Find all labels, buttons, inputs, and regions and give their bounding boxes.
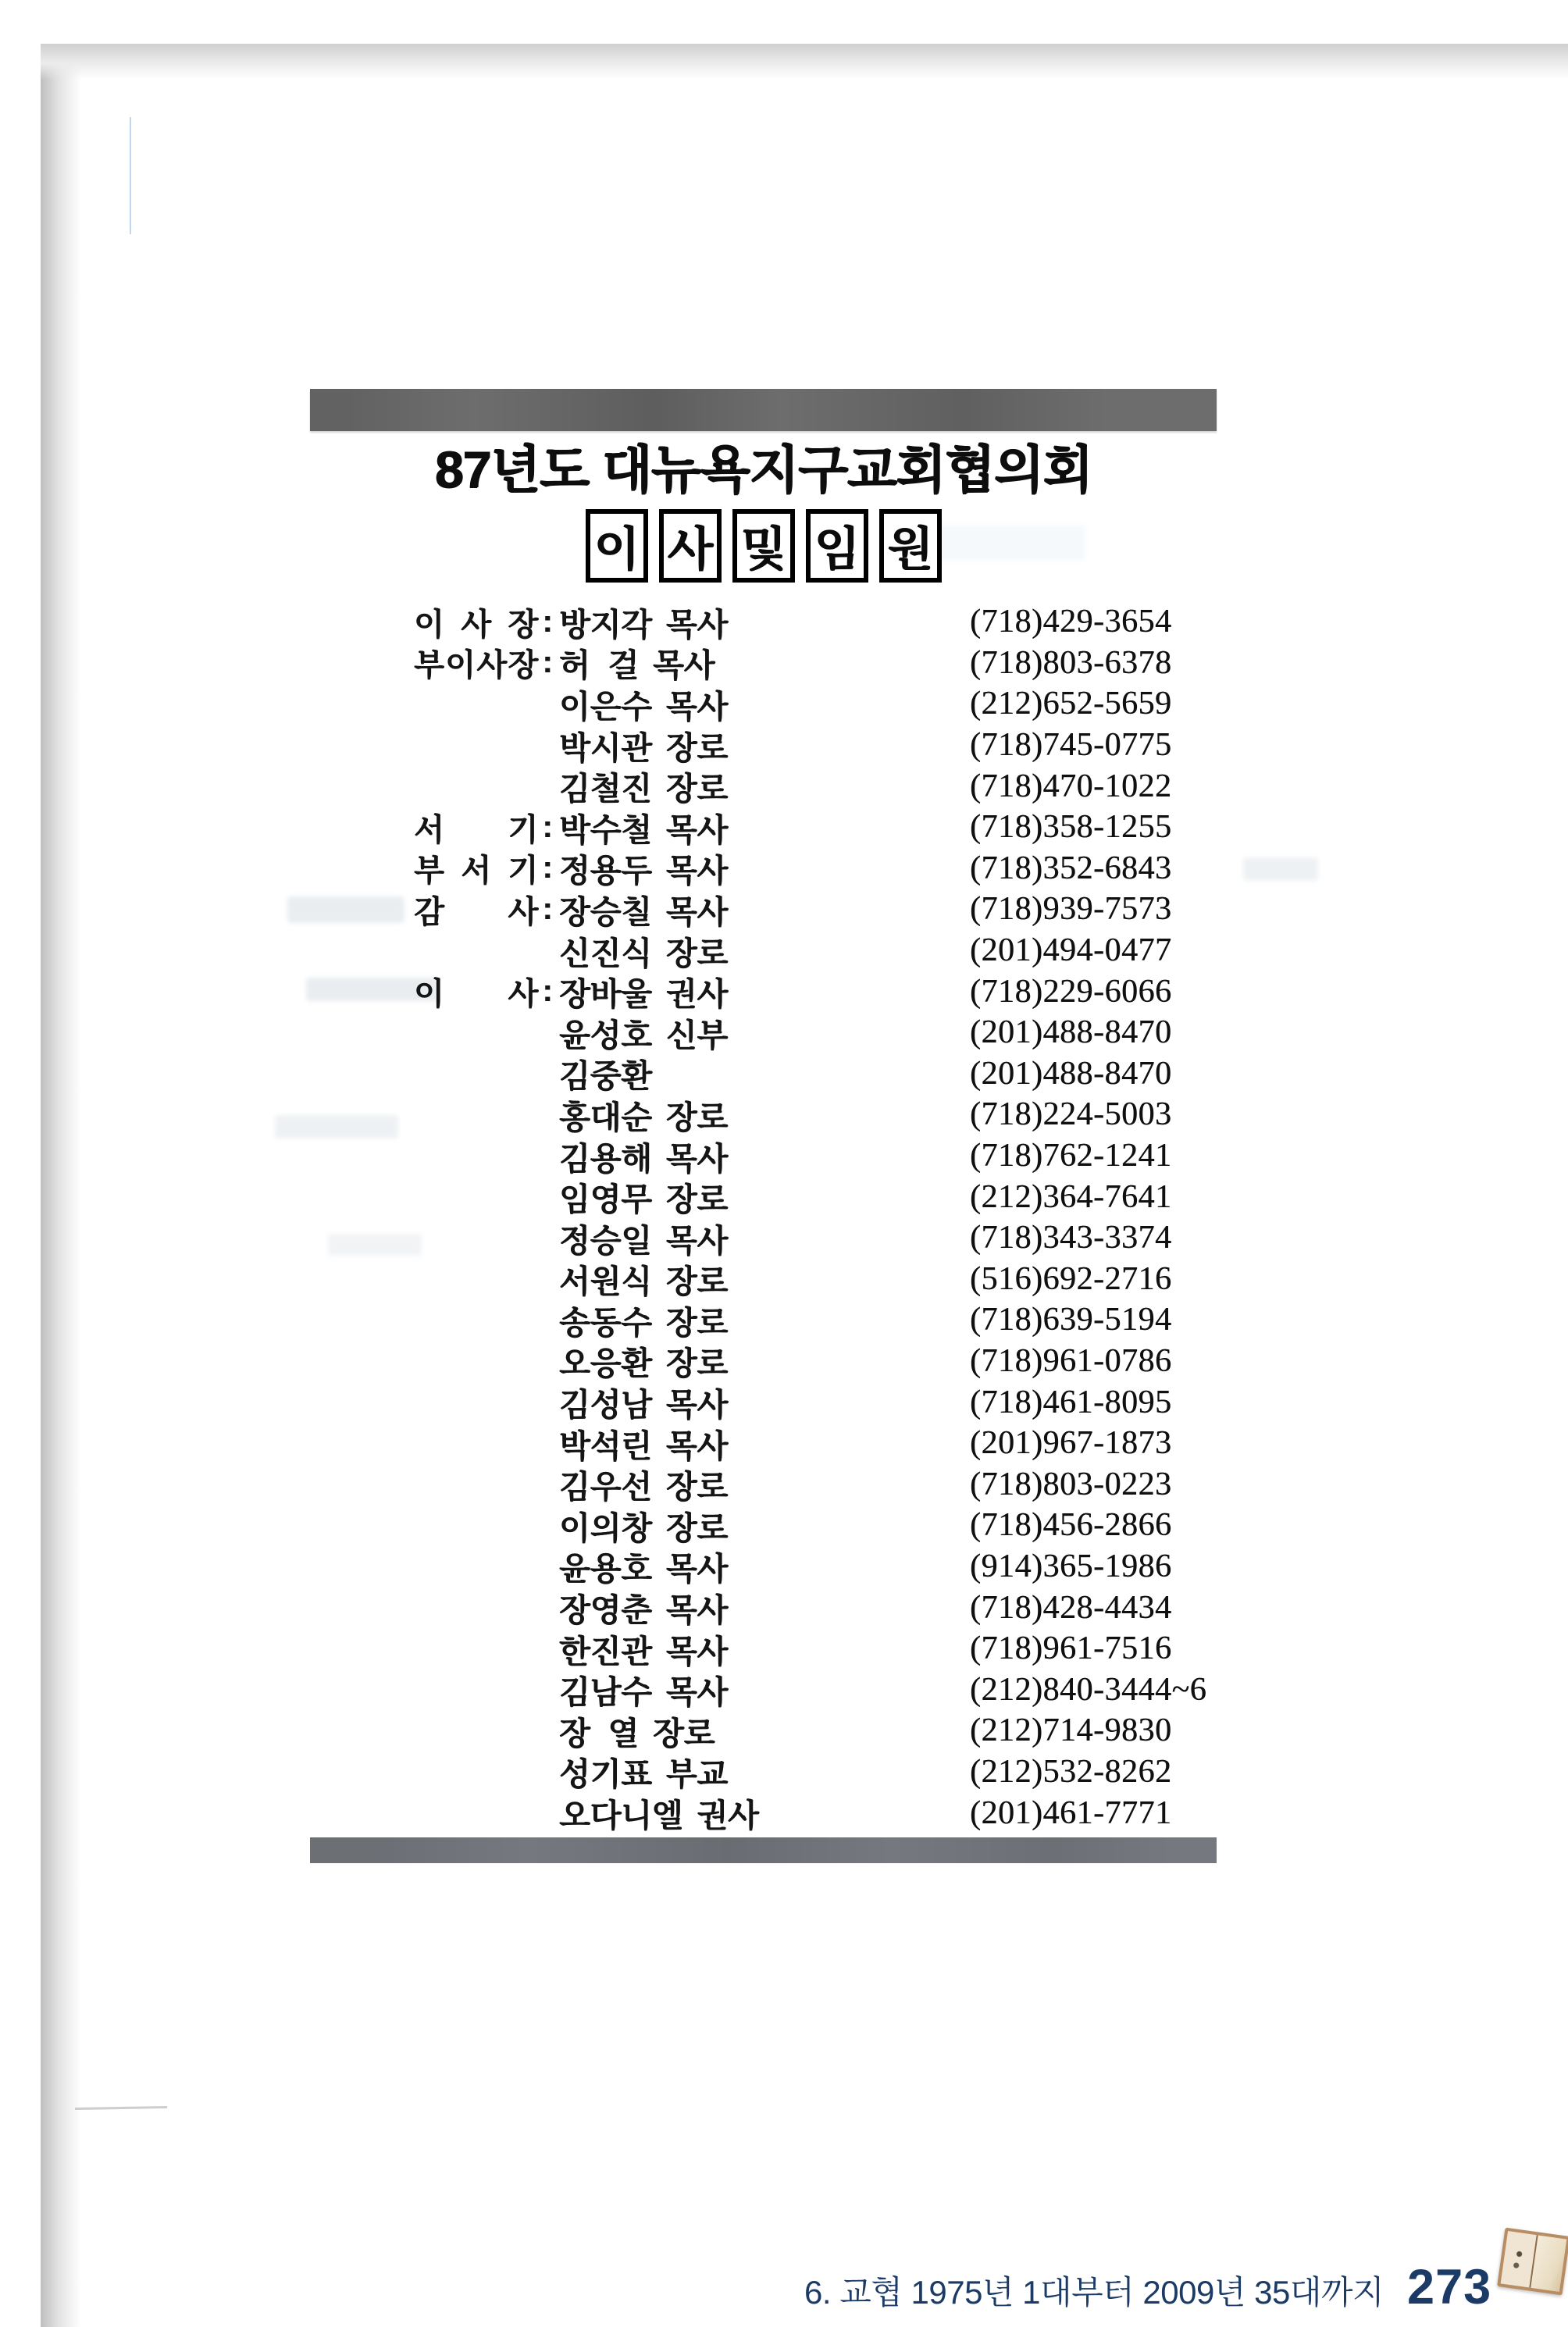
book-right-page (1531, 2235, 1566, 2291)
member-name: 오응환 (559, 1345, 652, 1382)
boxed-subtitle (310, 509, 1217, 583)
role-label: 부 서 기 (414, 853, 537, 889)
phone-number: (201)488-8470 (970, 1014, 1172, 1051)
directory-row (414, 1012, 1281, 1053)
member-name: 장바울 (559, 976, 652, 1013)
role-colon: : (542, 809, 553, 844)
member-name: 허 걸 (559, 647, 639, 684)
role-colon: : (542, 974, 553, 1009)
member-name: 방지각 (559, 606, 652, 643)
phone-number: (718)961-0786 (970, 1342, 1172, 1379)
phone-number: (201)967-1873 (970, 1425, 1172, 1462)
page-edge-shadow-top (41, 44, 1568, 80)
directory-row (414, 1176, 1281, 1217)
bleed-through-ghost (287, 896, 404, 923)
member-name: 김중환 (559, 1058, 652, 1095)
phone-number: (201)488-8470 (970, 1055, 1172, 1092)
bleed-through-ghost (328, 1234, 422, 1256)
member-name: 김철진 (559, 771, 652, 807)
scan-artifact-blue-line (130, 117, 131, 234)
member-name: 이은수 (559, 688, 652, 725)
phone-number: (718)428-4434 (970, 1589, 1172, 1626)
directory-row (414, 1217, 1281, 1259)
boxed-subtitle-char: 임 (806, 509, 868, 583)
directory-row (414, 765, 1281, 807)
directory-row (414, 1546, 1281, 1588)
member-name: 김용해 (559, 1140, 652, 1177)
member-title: 목사 (665, 1551, 729, 1588)
phone-number: (212)714-9830 (970, 1712, 1172, 1749)
member-name: 홍대순 (559, 1099, 652, 1135)
bleed-through-ghost (275, 1115, 398, 1139)
directory-row (414, 1094, 1281, 1135)
phone-number: (212)364-7641 (970, 1178, 1172, 1215)
boxed-subtitle-char: 및 (732, 509, 795, 583)
phone-number: (718)745-0775 (970, 727, 1172, 764)
member-title: 권사 (665, 976, 729, 1013)
member-title: 목사 (665, 853, 729, 889)
phone-number: (516)692-2716 (970, 1260, 1172, 1297)
role-label: 부 이 사 장 (414, 648, 537, 683)
member-title: 장로 (665, 1099, 729, 1135)
member-name: 윤성호 (559, 1017, 652, 1053)
phone-number: (718)352-6843 (970, 850, 1172, 886)
bottom-divider-bar (310, 1837, 1217, 1863)
phone-number: (718)229-6066 (970, 973, 1172, 1010)
member-name: 윤용호 (559, 1551, 652, 1588)
member-name: 김성남 (559, 1387, 652, 1424)
phone-number: (914)365-1986 (970, 1548, 1172, 1584)
directory-row (414, 1423, 1281, 1464)
phone-number: (718)470-1022 (970, 768, 1172, 804)
footer-page-number: 273 (1407, 2260, 1492, 2315)
member-name: 오다니엘 (559, 1798, 683, 1834)
directory-row (414, 1463, 1281, 1505)
phone-number: (718)939-7573 (970, 891, 1172, 928)
member-title: 목사 (665, 811, 729, 848)
phone-number: (718)639-5194 (970, 1302, 1172, 1338)
phone-number: (718)803-6378 (970, 644, 1172, 681)
directory-row (414, 930, 1281, 971)
directory-row (414, 1381, 1281, 1423)
member-title: 장로 (653, 1715, 715, 1751)
page-footer (804, 2259, 1491, 2315)
page-edge-shadow-left (41, 45, 81, 2327)
member-title: 신부 (665, 1017, 729, 1053)
phone-number: (212)652-5659 (970, 686, 1172, 722)
directory-row (414, 889, 1281, 930)
member-name: 정용두 (559, 853, 652, 889)
phone-number: (718)456-2866 (970, 1507, 1172, 1544)
directory-row (414, 1710, 1281, 1751)
member-name: 김우선 (559, 1469, 652, 1506)
member-name: 임영무 (559, 1181, 652, 1218)
directory-row (414, 1751, 1281, 1793)
phone-number: (201)494-0477 (970, 932, 1172, 969)
phone-number: (718)762-1241 (970, 1138, 1172, 1174)
phone-number: (212)532-8262 (970, 1753, 1172, 1790)
member-name: 신진식 (559, 935, 652, 971)
directory-row (414, 725, 1281, 766)
phone-number: (718)961-7516 (970, 1630, 1172, 1667)
role-colon: : (542, 645, 553, 680)
open-book-icon (1497, 2228, 1568, 2296)
boxed-subtitle-char: 이 (586, 509, 648, 583)
directory-row (414, 1792, 1281, 1833)
phone-number: (212)840-3444~6 (970, 1671, 1207, 1708)
directory-row (414, 1135, 1281, 1177)
directory-row (414, 1259, 1281, 1300)
member-title: 장로 (665, 1509, 729, 1546)
member-title: 목사 (653, 647, 715, 684)
directory-row (414, 643, 1281, 684)
directory-row (414, 1341, 1281, 1382)
member-title: 목사 (665, 1222, 729, 1259)
member-title: 장로 (665, 771, 729, 807)
member-title: 목사 (665, 893, 729, 930)
directory-row (414, 1587, 1281, 1628)
member-title: 장로 (665, 935, 729, 971)
role-label: 서 기 (414, 812, 537, 847)
member-title: 목사 (665, 1633, 729, 1670)
member-title: 목사 (665, 1387, 729, 1424)
phone-number: (201)461-7771 (970, 1794, 1172, 1831)
page-title: 87년도 대뉴욕지구교회협의회 (434, 440, 1092, 498)
member-title: 장로 (665, 1469, 729, 1506)
role-colon: : (542, 891, 553, 926)
member-name: 성기표 (559, 1756, 652, 1793)
member-title: 목사 (665, 606, 729, 643)
role-colon: : (542, 850, 553, 886)
directory-row (414, 601, 1281, 643)
phone-number: (718)429-3654 (970, 604, 1172, 640)
phone-number: (718)358-1255 (970, 809, 1172, 846)
member-title: 권사 (697, 1798, 759, 1834)
member-title: 장로 (665, 1304, 729, 1341)
phone-number: (718)224-5003 (970, 1096, 1172, 1133)
directory-list (414, 601, 1281, 1833)
role-label: 이 사 장 (414, 607, 537, 642)
directory-row (414, 807, 1281, 848)
role-label: 감 사 (414, 894, 537, 929)
member-title: 장로 (665, 1181, 729, 1218)
scan-artifact-line (75, 2106, 167, 2110)
member-name: 김남수 (559, 1674, 652, 1711)
member-title: 목사 (665, 1674, 729, 1711)
member-name: 장승칠 (559, 893, 652, 930)
directory-row (414, 683, 1281, 725)
member-title: 목사 (665, 1140, 729, 1177)
member-name: 장 열 (559, 1715, 639, 1751)
phone-number: (718)803-0223 (970, 1466, 1172, 1502)
role-colon: : (542, 604, 553, 639)
top-divider-bar (310, 389, 1217, 431)
directory-row (414, 1669, 1281, 1710)
member-name: 박석린 (559, 1427, 652, 1464)
boxed-subtitle-char: 원 (879, 509, 942, 583)
directory-row (414, 1628, 1281, 1670)
directory-row (414, 1299, 1281, 1341)
role-label: 이 사 (414, 977, 537, 1012)
member-name: 송동수 (559, 1304, 652, 1341)
directory-row (414, 848, 1281, 889)
directory-row (414, 971, 1281, 1012)
member-title: 목사 (665, 1592, 729, 1629)
member-title: 부교 (665, 1756, 729, 1793)
member-title: 장로 (665, 729, 729, 766)
boxed-subtitle-char: 사 (659, 509, 722, 583)
directory-row (414, 1505, 1281, 1546)
member-title: 목사 (665, 688, 729, 725)
member-name: 한진관 (559, 1633, 652, 1670)
member-name: 장영춘 (559, 1592, 652, 1629)
phone-number: (718)461-8095 (970, 1384, 1172, 1420)
phone-number: (718)343-3374 (970, 1220, 1172, 1256)
member-name: 박시관 (559, 729, 652, 766)
member-title: 장로 (665, 1345, 729, 1382)
member-name: 박수철 (559, 811, 652, 848)
directory-row (414, 1053, 1281, 1095)
member-title: 목사 (665, 1427, 729, 1464)
member-name: 서원식 (559, 1263, 652, 1300)
member-name: 이의창 (559, 1509, 652, 1546)
footer-section-label: 6. 교협 1975년 1대부터 2009년 35대까지 (804, 2274, 1384, 2311)
member-name: 정승일 (559, 1222, 652, 1259)
member-title: 장로 (665, 1263, 729, 1300)
